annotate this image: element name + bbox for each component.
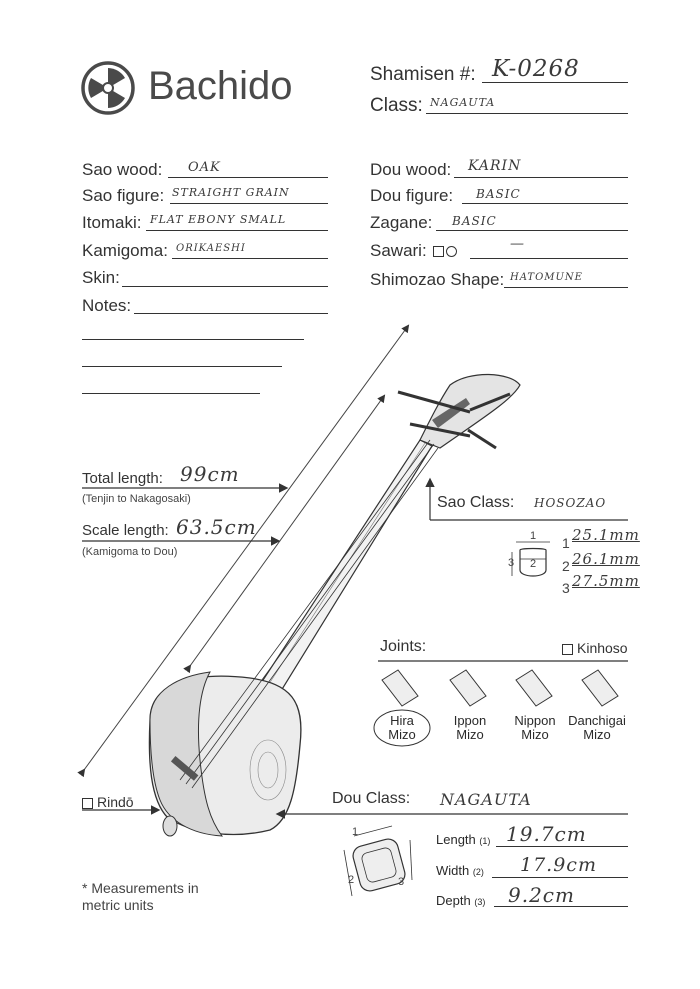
shamisen-number-label: Shamisen #: [370, 64, 476, 85]
kinhoso-label: Kinhoso [577, 640, 628, 656]
zagane-value: BASIC [452, 214, 497, 228]
notes-label: Notes: [82, 296, 132, 315]
scale-length-label: Scale length: [82, 522, 169, 539]
kinhoso-checkbox [562, 640, 628, 656]
dou-class-value: NAGAUTA [440, 790, 532, 809]
sao-class-value: HOSOZAO [534, 496, 607, 510]
sao-wood-value: OAK [188, 160, 221, 175]
dou-length-line [496, 846, 628, 847]
sao-dim-2-label: 2 [530, 558, 537, 570]
joints-label: Joints: [380, 638, 427, 655]
dou-length-value: 19.7cm [506, 822, 587, 846]
dou-dim-3-label: 3 [398, 876, 405, 888]
rindo-label: Rindō [97, 794, 134, 810]
dou-wood-label: Dou wood: [370, 160, 452, 179]
dou-depth-value: 9.2cm [508, 883, 575, 907]
dou-width-label: Width [436, 863, 470, 878]
sawari-value: — [510, 236, 525, 252]
dou-wood-value: KARIN [468, 158, 522, 174]
sao-dim-3-label: 3 [508, 557, 515, 569]
sawari-label: Sawari: [370, 241, 427, 260]
dou-width-line [492, 877, 628, 878]
shamisen-number-value: K-0268 [492, 56, 580, 82]
rindo-checkbox [82, 794, 134, 810]
brand-name: Bachido [148, 64, 293, 108]
sao-measure-1-value: 25.1mm [572, 526, 640, 544]
dou-depth-label: Depth [436, 893, 471, 908]
total-length-sub: (Tenjin to Nakagosaki) [82, 493, 191, 505]
dou-figure-label: Dou figure: [370, 186, 454, 205]
rindo-checkbox-icon [82, 798, 93, 809]
scale-length-sub: (Kamigoma to Dou) [82, 546, 178, 558]
sao-measure-2-num: 2 [562, 558, 570, 574]
itomaki-value: FLAT EBONY SMALL [150, 213, 287, 226]
dou-class-label: Dou Class: [332, 790, 411, 807]
kamigoma-label: Kamigoma: [82, 241, 168, 260]
joint-nippon-mizo: Nippon Mizo [514, 713, 556, 742]
shimozao-shape-label: Shimozao Shape: [370, 270, 505, 289]
dou-figure-value: BASIC [476, 187, 521, 201]
sao-figure-label: Sao figure: [82, 186, 165, 205]
scale-length-value: 63.5cm [176, 515, 257, 539]
metric-footnote: * Measurements in metric units [82, 880, 199, 913]
dou-width-num: (2) [472, 867, 484, 877]
dou-length-row [436, 832, 490, 847]
dou-dim-1-label: 1 [352, 826, 359, 838]
kinhoso-checkbox-icon [562, 644, 573, 655]
kamigoma-value: ORIKAESHI [176, 243, 246, 254]
joint-ippon-mizo: Ippon Mizo [453, 713, 487, 742]
class-label: Class: [370, 95, 423, 116]
dou-length-num: (1) [479, 836, 491, 846]
total-length-label: Total length: [82, 470, 163, 487]
sao-measure-3-value: 27.5mm [572, 572, 640, 590]
sao-measure-1-num: 1 [562, 535, 570, 551]
sao-measure-3-num: 3 [562, 580, 570, 596]
joint-danchigai-mizo: Danchigai Mizo [568, 713, 626, 742]
sao-measure-2-value: 26.1mm [572, 550, 640, 568]
joint-hira-mizo: Hira Mizo [388, 713, 416, 742]
sao-class-label: Sao Class: [437, 494, 515, 511]
dou-dim-2-label: 2 [348, 874, 355, 886]
dou-width-row [436, 863, 484, 878]
zagane-label: Zagane: [370, 213, 433, 232]
skin-label: Skin: [82, 268, 120, 287]
sao-figure-value: STRAIGHT GRAIN [172, 186, 290, 199]
shimozao-shape-value: HATOMUNE [510, 272, 583, 283]
dou-depth-row [436, 893, 485, 908]
total-length-value: 99cm [180, 462, 240, 486]
class-value: NAGAUTA [430, 96, 496, 109]
dou-depth-num: (3) [474, 897, 486, 907]
itomaki-label: Itomaki: [82, 213, 142, 232]
dou-length-label: Length [436, 832, 476, 847]
sao-wood-label: Sao wood: [82, 160, 163, 179]
sao-dim-1-label: 1 [530, 530, 537, 542]
dou-width-value: 17.9cm [520, 854, 597, 876]
